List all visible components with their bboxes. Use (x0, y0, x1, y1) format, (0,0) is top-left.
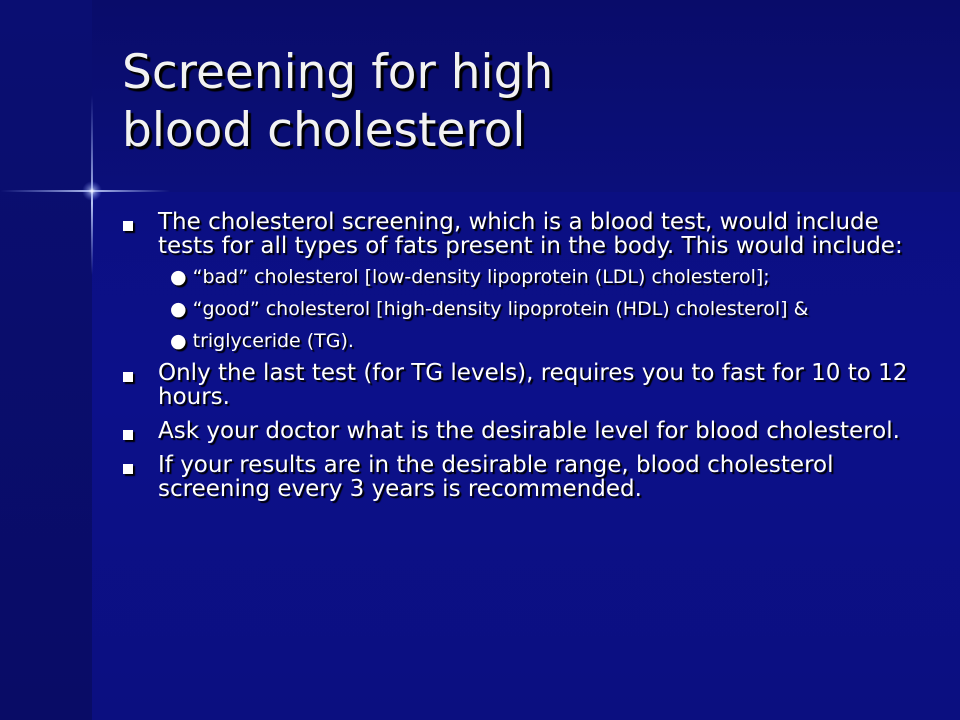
bullet-list (118, 210, 908, 511)
square-bullet-icon (123, 464, 133, 474)
slide-title (122, 44, 922, 160)
bullet-text: Only the last test (for TG levels), requires you to fast for 10 to 12 hours. (158, 360, 908, 410)
bullet-text: Ask your doctor what is the desirable level for blood cholesterol. (158, 418, 900, 444)
bullet-item (118, 361, 908, 409)
sub-bullet-item: ● “good” cholesterol [high-density lipoprotein (HDL) cholesterol] & (170, 298, 809, 320)
bullet-text: If your results are in the desirable range, blood cholesterol screening every 3 years is recommended. (158, 452, 834, 502)
slide-title-line-2: blood cholesterol (122, 103, 526, 158)
sub-bullet-list (158, 266, 908, 352)
bullet-item (118, 419, 908, 443)
sub-bullet-item: ● “bad” cholesterol [low-density lipoprotein (LDL) cholesterol]; (170, 266, 770, 288)
square-bullet-icon (123, 430, 133, 440)
square-bullet-icon (123, 221, 133, 231)
square-bullet-icon (123, 372, 133, 382)
bullet-text: The cholesterol screening, which is a blood test, would include tests for all types of fats present in the body. This would include: (158, 209, 903, 259)
left-band (0, 0, 92, 720)
bullet-item (118, 453, 908, 501)
slide-title-line-1: Screening for high (122, 45, 554, 100)
sub-bullet-item: ● triglyceride (TG). (170, 330, 354, 352)
bullet-item (118, 210, 908, 352)
